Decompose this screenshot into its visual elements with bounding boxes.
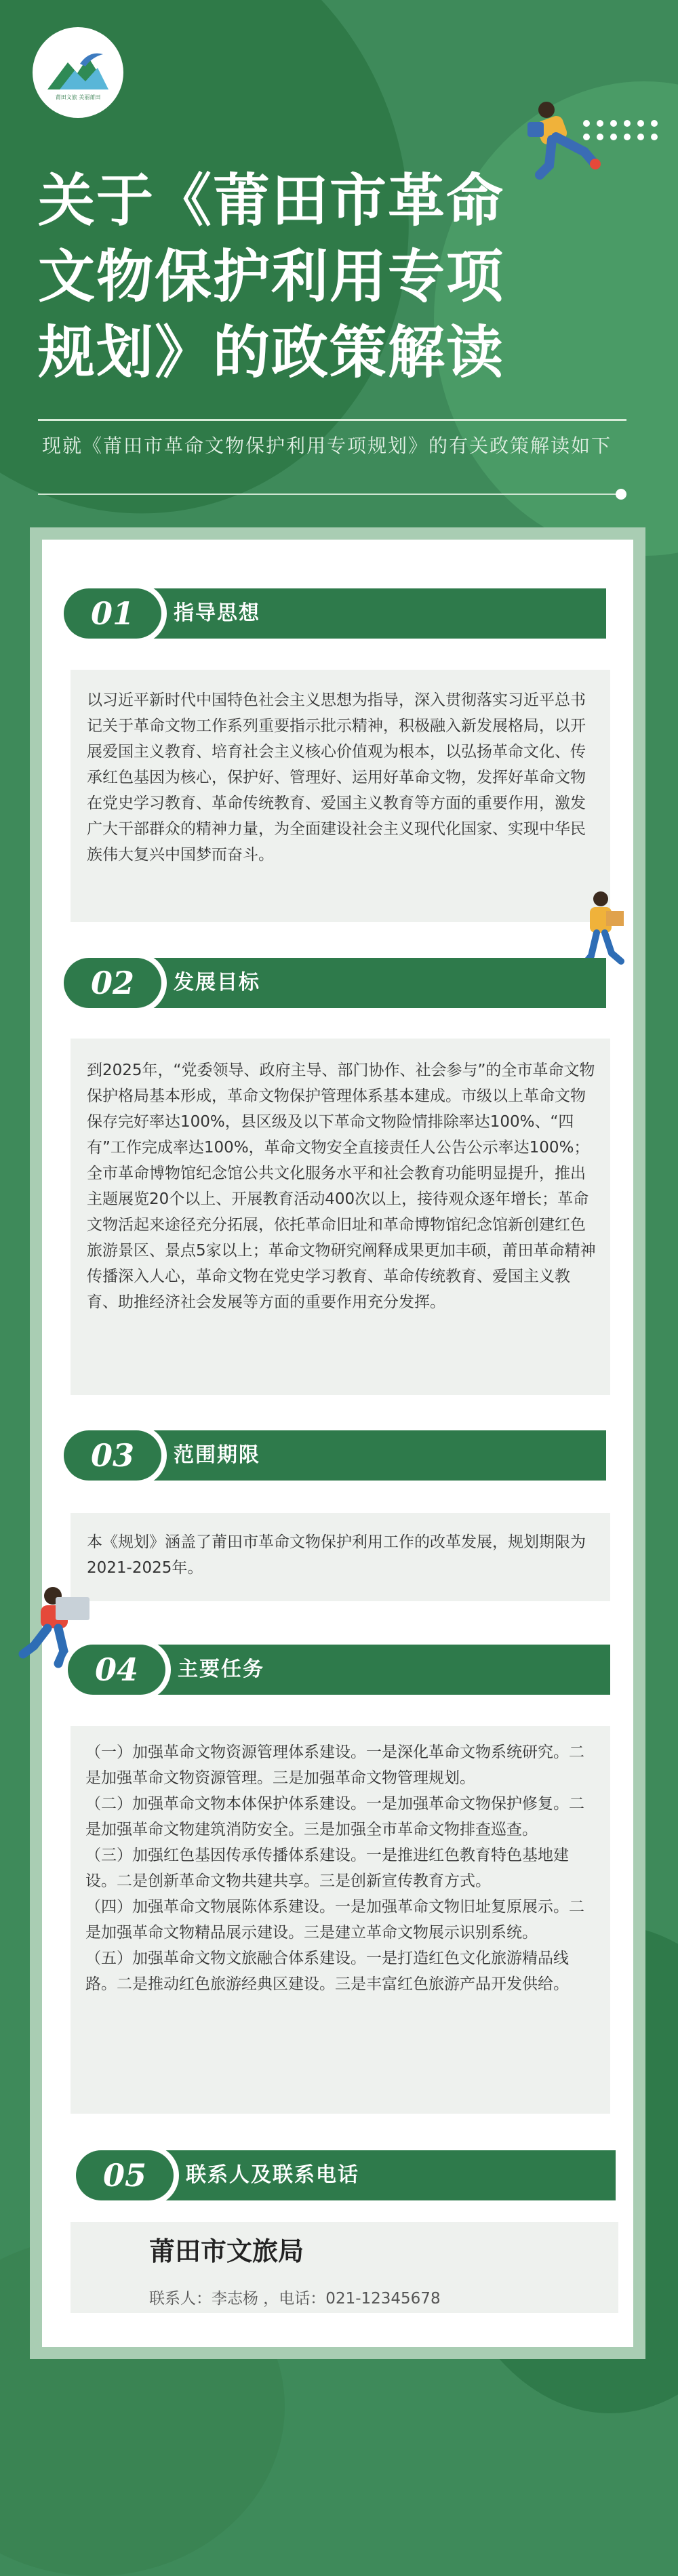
section-header-01 [58, 583, 606, 633]
mountain-logo-icon [33, 27, 123, 118]
section-title: 发展目标 [174, 971, 260, 994]
section-title: 指导思想 [174, 601, 260, 625]
section-title: 联系人及联系电话 [186, 2163, 359, 2187]
section-content-04 [71, 1726, 610, 2114]
section-number: 03 [64, 1430, 161, 1481]
task-item: （二）加强革命文物本体保护体系建设。一是加强革命文物保护修复。二是加强革命文物建筑消防安全。三是加强全市革命文物排查巡查。 [85, 1795, 584, 1838]
contact-organization: 莆田市文旅局 [149, 2236, 304, 2266]
task-item: （三）加强红色基因传承传播体系建设。一是推进红色教育特色基地建设。二是创新革命文物共建共享。三是创新宣传教育方式。 [85, 1847, 569, 1890]
section-badge [62, 1639, 171, 1700]
title-line: 文物保护利用专项 [38, 243, 505, 310]
decorative-dots-icon [580, 117, 668, 144]
section-header-05 [71, 2145, 616, 2195]
section-number: 05 [76, 2150, 174, 2200]
section-badge [58, 1425, 167, 1486]
title-line: 关于《莆田市革命 [38, 167, 505, 234]
section-content-03 [71, 1513, 610, 1601]
logo [33, 27, 123, 118]
section-badge [71, 2145, 179, 2206]
section-number: 04 [68, 1645, 165, 1695]
section-number: 01 [64, 588, 161, 639]
section-text: 本《规划》涵盖了莆田市革命文物保护利用工作的改革发展，规划期限为2021-2025年。 [87, 1533, 586, 1577]
section-header-04 [62, 1639, 610, 1689]
task-item: （五）加强革命文物文旅融合体系建设。一是打造红色文化旅游精品线路。二是推动红色旅游经典区建设。三是丰富红色旅游产品开发供给。 [85, 1950, 569, 1993]
section-text: 到2025年，“党委领导、政府主导、部门协作、社会参与”的全市革命文物保护格局基本形成，革命文物保护管理体系基本建成。市级以上革命文物保存完好率达100%，县区级及以下革命文物险情排除率达100%、“四有”工作完成率达100%，革命文物安全直接责任人公告公示率达100%；全市革命博物馆纪念馆公共文化服务水平和社会教育功能明显提升，推出主题展览20个以上、开展教育活动400次以上，接待观众逐年增长；革命文物活起来途径充分拓展，依托革命旧址和革命博物馆纪念馆新创建红色旅游景区、景点5家以上；革命文物研究阐释成果更加丰硕，莆田革命精神传播深入人心，革命文物在党史学习教育、革命传统教育、爱国主义教育、助推经济社会发展等方面的重要作用充分发挥。 [87, 1062, 596, 1311]
section-content-01 [71, 670, 610, 922]
page-title [38, 163, 635, 390]
logo-text: 莆田文旅 美丽莆田 [55, 94, 101, 100]
section-title: 主要任务 [178, 1657, 264, 1681]
task-item: （四）加强革命文物展陈体系建设。一是加强革命文物旧址复原展示。二是加强革命文物精品展示建设。三是建立革命文物展示识别系统。 [85, 1898, 584, 1941]
title-line: 规划》的政策解读 [38, 319, 505, 386]
section-badge [58, 583, 167, 644]
section-number: 02 [64, 958, 161, 1008]
section-content-02 [71, 1039, 610, 1395]
section-title: 范围期限 [174, 1443, 260, 1467]
section-header-03 [58, 1425, 606, 1475]
section-badge [58, 952, 167, 1013]
divider-dot [616, 489, 626, 500]
task-item: （一）加强革命文物资源管理体系建设。一是深化革命文物系统研究。二是加强革命文物资源管理。三是加强革命文物管理规划。 [85, 1744, 584, 1787]
section-header-02 [58, 952, 606, 1003]
page-subtitle: 现就《莆田市革命文物保护利用专项规划》的有关政策解读如下 [42, 435, 612, 457]
section-text: 以习近平新时代中国特色社会主义思想为指导，深入贯彻落实习近平总书记关于革命文物工作系列重要指示批示精神，积极融入新发展格局，以开展爱国主义教育、培育社会主义核心价值观为根本，以弘扬革命文化、传承红色基因为核心，保护好、管理好、运用好革命文物，发挥好革命文物在党史学习教育、革命传统教育、爱国主义教育等方面的重要作用，激发广大干部群众的精神力量，为全面建设社会主义现代化国家、实现中华民族伟大复兴中国梦而奋斗。 [87, 691, 586, 864]
divider [38, 419, 626, 421]
divider [38, 494, 626, 495]
contact-person-phone: 联系人：李志杨 ，电话：021-12345678 [149, 2290, 441, 2308]
